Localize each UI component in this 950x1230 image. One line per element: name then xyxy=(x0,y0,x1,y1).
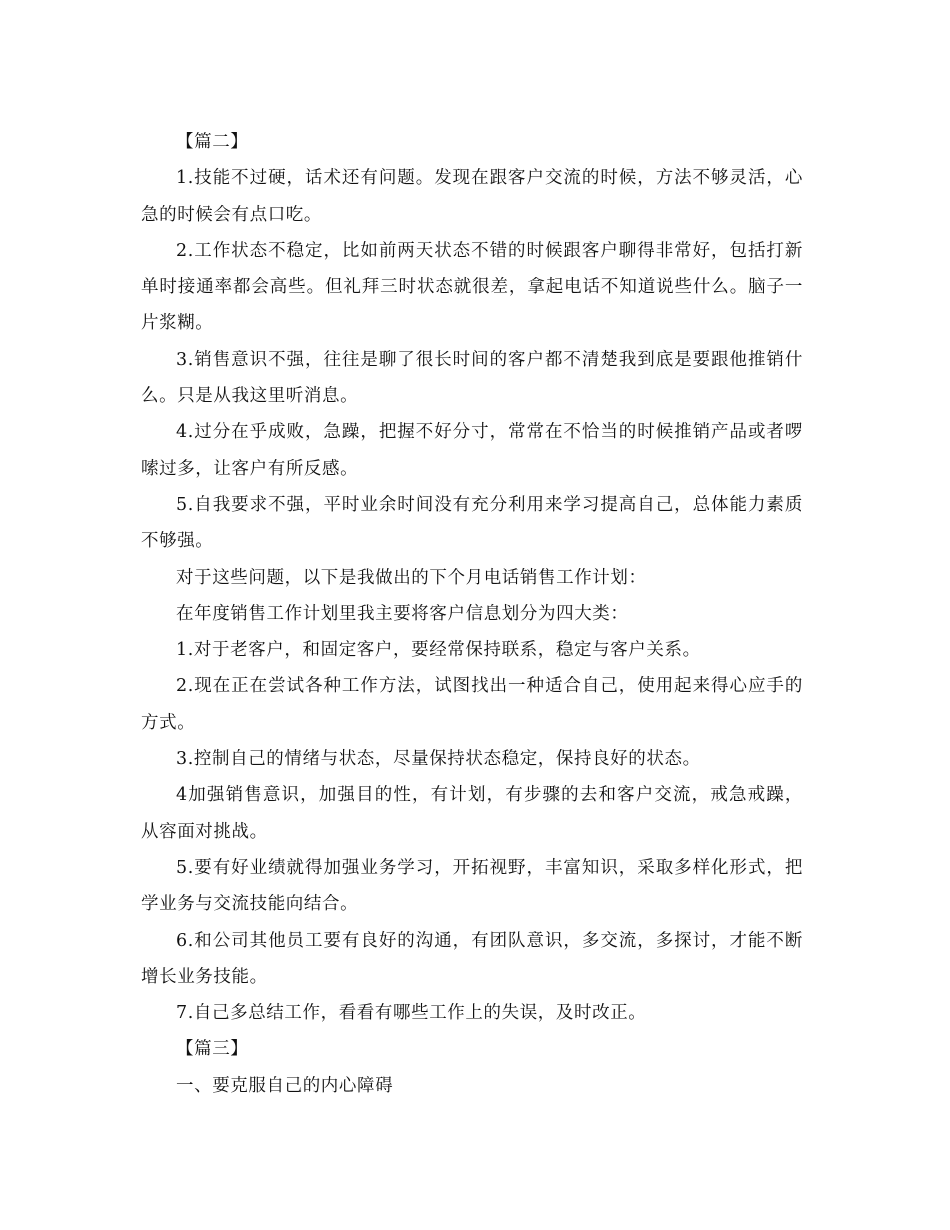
paragraph: 1.对于老客户，和固定客户，要经常保持联系，稳定与客户关系。 xyxy=(176,640,701,661)
paragraph: 在年度销售工作计划里我主要将客户信息划分为四大类： xyxy=(176,603,629,624)
paragraph: 1.技能不过硬，话术还有问题。发现在跟客户交流的时候，方法不够灵活，心急的时候会有点口吃。 xyxy=(141,168,803,225)
paragraph: 一、要克服自己的内心障碍 xyxy=(176,1075,394,1096)
document-body xyxy=(141,124,803,1104)
paragraph: 5.要有好业绩就得加强业务学习，开拓视野，丰富知识，采取多样化形式，把学业务与交流技能向结合。 xyxy=(141,857,803,915)
paragraph: 4加强销售意识，加强目的性，有计划，有步骤的去和客户交流，戒急戒躁，从容面对挑战。 xyxy=(141,785,803,842)
paragraph: 3.控制自己的情绪与状态，尽量保持状态稳定，保持良好的状态。 xyxy=(176,749,701,770)
paragraph: 2.现在正在尝试各种工作方法，试图找出一种适合自己，使用起来得心应手的方式。 xyxy=(141,676,803,733)
paragraph: 5.自我要求不强，平时业余时间没有充分利用来学习提高自己，总体能力素质不够强。 xyxy=(141,494,803,552)
paragraph: 7.自己多总结工作，看看有哪些工作上的失误，及时改正。 xyxy=(176,1003,647,1024)
paragraph: 6.和公司其他员工要有良好的沟通，有团队意识，多交流，多探讨，才能不断增长业务技能。 xyxy=(141,930,803,987)
paragraph: 对于这些问题，以下是我做出的下个月电话销售工作计划： xyxy=(176,567,647,588)
paragraph: 2.工作状态不稳定，比如前两天状态不错的时候跟客户聊得非常好，包括打新单时接通率都会高些。但礼拜三时状态就很差，拿起电话不知道说些什么。脑子一片浆糊。 xyxy=(141,240,803,334)
section-heading: 【篇二】 xyxy=(176,132,249,152)
paragraph: 4.过分在乎成败，急躁，把握不好分寸，常常在不恰当的时候推销产品或者啰嗦过多，让客户有所反感。 xyxy=(141,422,803,479)
section-heading: 【篇三】 xyxy=(176,1039,249,1060)
paragraph: 3.销售意识不强，往往是聊了很长时间的客户都不清楚我到底是要跟他推销什么。只是从我这里听消息。 xyxy=(141,349,803,407)
